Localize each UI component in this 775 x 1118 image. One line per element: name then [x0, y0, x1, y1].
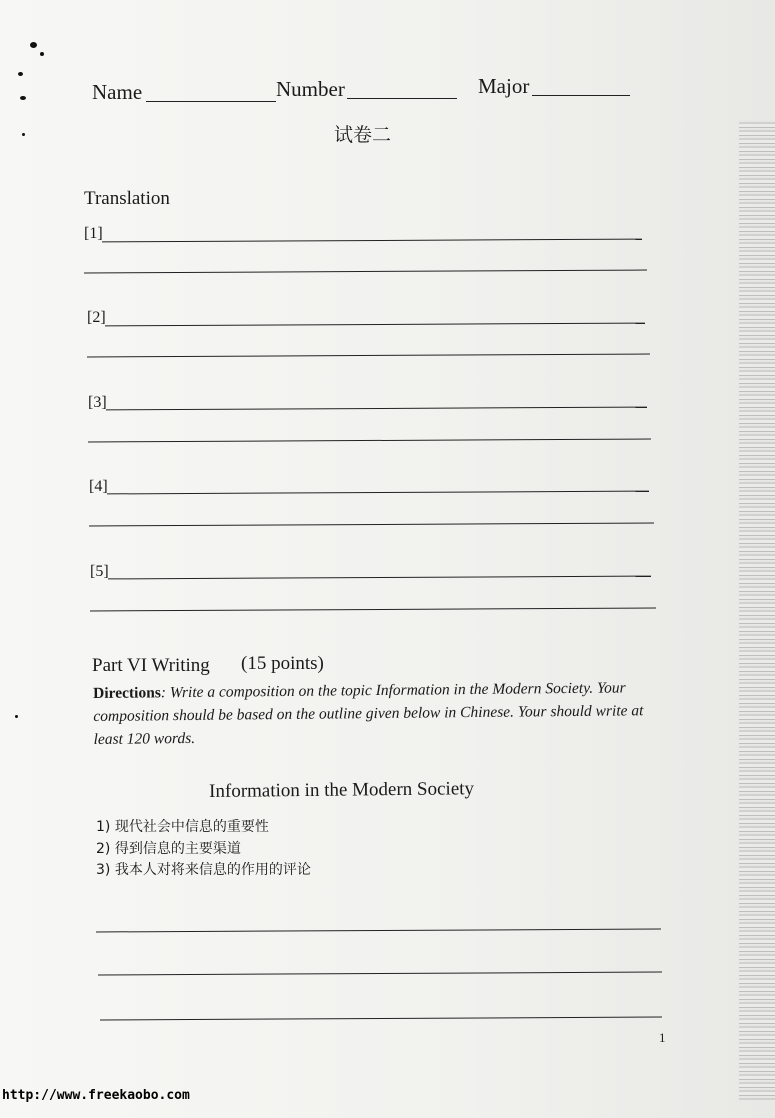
scan-edge-shadow — [739, 120, 775, 1100]
footer-url[interactable]: http://www.freekaobo.com — [2, 1088, 190, 1103]
answer-line[interactable] — [106, 407, 647, 411]
scan-speck — [30, 42, 37, 48]
translation-item-number: [1] — [84, 225, 103, 242]
translation-item-number: [3] — [88, 394, 107, 411]
answer-line[interactable] — [90, 608, 656, 612]
answer-line[interactable] — [107, 491, 649, 495]
answer-line[interactable] — [105, 323, 645, 327]
number-label: Number — [276, 77, 345, 101]
page-number: 1 — [659, 1030, 666, 1045]
answer-line[interactable] — [88, 439, 651, 443]
major-label: Major — [478, 74, 530, 98]
name-field[interactable] — [146, 101, 276, 102]
composition-line[interactable] — [98, 972, 662, 976]
part-heading: Part VI Writing — [92, 655, 210, 676]
paper-title: 试卷二 — [334, 124, 392, 146]
answer-line[interactable] — [84, 270, 647, 274]
composition-title: Information in the Modern Society — [209, 778, 475, 802]
points-label: (15 points) — [241, 653, 324, 674]
composition-line[interactable] — [100, 1017, 662, 1021]
name-label: Name — [92, 80, 143, 104]
translation-item-number: [5] — [90, 563, 109, 580]
scan-speck — [20, 96, 26, 100]
major-field[interactable] — [532, 95, 630, 96]
outline-item: 3) 我本人对将来信息的作用的评论 — [96, 862, 311, 878]
directions-label: Directions — [93, 684, 161, 702]
translation-heading: Translation — [84, 188, 170, 209]
number-field[interactable] — [347, 98, 457, 99]
directions-text — [93, 676, 669, 751]
translation-item-number: [2] — [87, 309, 106, 326]
answer-line[interactable] — [102, 239, 642, 243]
outline-item: 2) 得到信息的主要渠道 — [96, 840, 241, 857]
composition-line[interactable] — [96, 929, 661, 933]
answer-line[interactable] — [87, 354, 650, 358]
scan-speck — [22, 133, 25, 136]
outline-list — [96, 817, 311, 882]
translation-item-number: [4] — [89, 478, 108, 495]
outline-item: 1) 现代社会中信息的重要性 — [96, 819, 269, 835]
answer-line[interactable] — [108, 576, 651, 580]
directions-body: : Write a composition on the topic Information in the Modern Society. Your composition should be based on the outline given below in Chinese. Your should write at least 120 words. — [93, 679, 644, 748]
scan-speck — [18, 72, 23, 76]
answer-line[interactable] — [89, 523, 654, 527]
scan-speck — [40, 52, 44, 56]
scan-speck — [15, 715, 18, 718]
